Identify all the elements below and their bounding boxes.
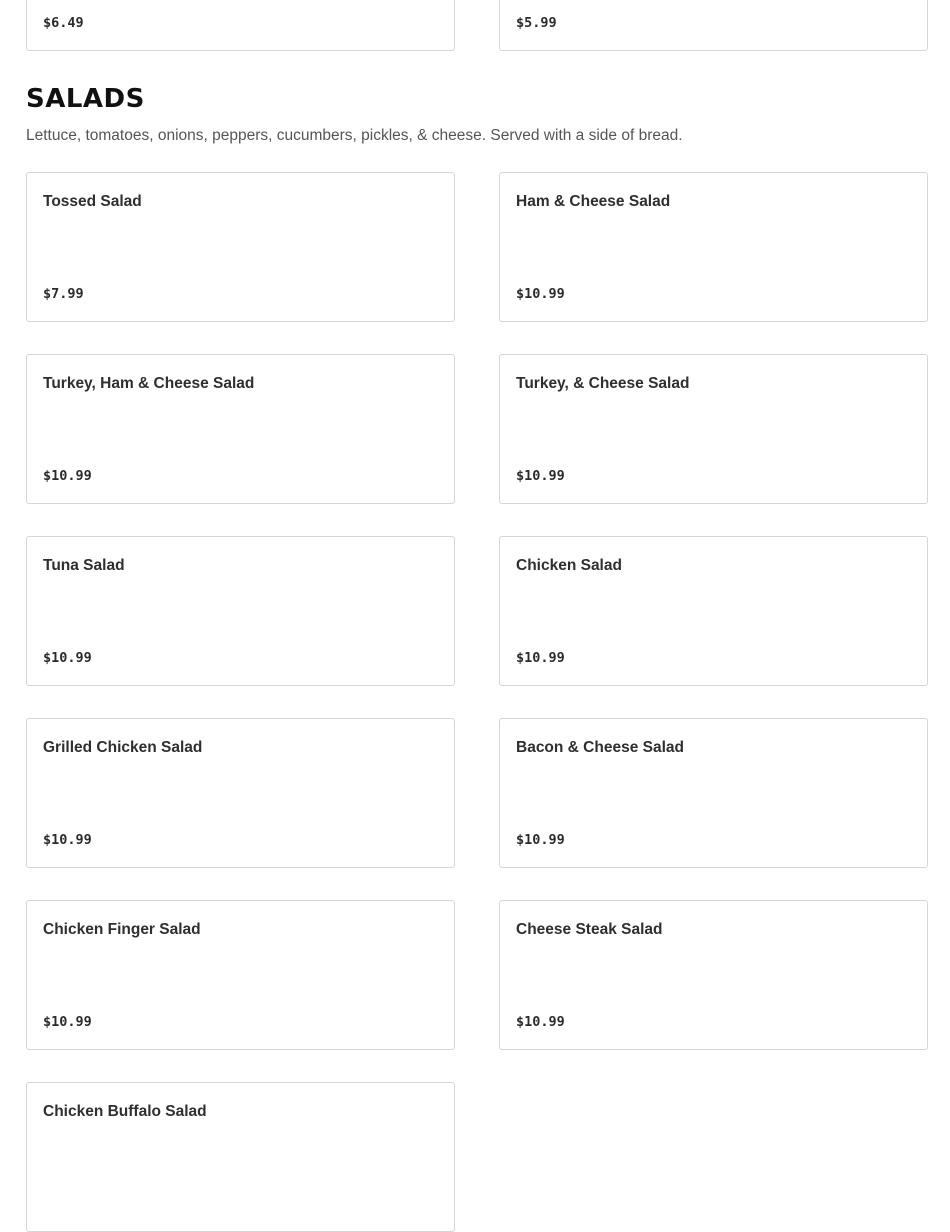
menu-item-card[interactable] xyxy=(499,0,928,51)
menu-item-price: $6.49 xyxy=(43,15,84,31)
section-description: Lettuce, tomatoes, onions, peppers, cucumbers, pickles, & cheese. Served with a side of bread. xyxy=(26,127,683,144)
section-title: SALADS xyxy=(26,84,145,114)
menu-item-price: $10.99 xyxy=(516,1014,565,1030)
menu-item-price: $10.99 xyxy=(43,832,92,848)
menu-item-name: Chicken Salad xyxy=(516,557,622,574)
menu-item-price: $10.99 xyxy=(516,286,565,302)
menu-item-card[interactable] xyxy=(26,172,455,322)
menu-item-price: $7.99 xyxy=(43,286,84,302)
menu-item-price: $5.99 xyxy=(516,15,557,31)
menu-item-price: $10.99 xyxy=(43,1014,92,1030)
menu-item-card[interactable] xyxy=(26,536,455,686)
menu-item-card[interactable] xyxy=(26,900,455,1050)
menu-item-price: $10.99 xyxy=(516,832,565,848)
menu-item-card[interactable] xyxy=(499,900,928,1050)
menu-item-card[interactable] xyxy=(499,536,928,686)
menu-item-name: Chicken Finger Salad xyxy=(43,921,201,938)
menu-item-name: Cheese Steak Salad xyxy=(516,921,663,938)
menu-item-name: Turkey, Ham & Cheese Salad xyxy=(43,375,255,392)
menu-item-card[interactable] xyxy=(26,354,455,504)
menu-item-card[interactable] xyxy=(26,1082,455,1232)
menu-item-name: Chicken Buffalo Salad xyxy=(43,1103,207,1120)
menu-item-name: Ham & Cheese Salad xyxy=(516,193,671,210)
menu-item-price: $10.99 xyxy=(516,468,565,484)
menu-item-name: Turkey, & Cheese Salad xyxy=(516,375,690,392)
menu-item-price: $10.99 xyxy=(516,650,565,666)
menu-item-card[interactable] xyxy=(499,172,928,322)
menu-item-card[interactable] xyxy=(26,0,455,51)
menu-item-name: Grilled Chicken Salad xyxy=(43,739,203,756)
menu-item-name: Tossed Salad xyxy=(43,193,142,210)
menu-item-price: $10.99 xyxy=(43,468,92,484)
menu-item-price: $10.99 xyxy=(43,650,92,666)
menu-item-card[interactable] xyxy=(499,718,928,868)
menu-item-name: Tuna Salad xyxy=(43,557,125,574)
menu-item-card[interactable] xyxy=(26,718,455,868)
menu-item-name: Bacon & Cheese Salad xyxy=(516,739,684,756)
menu-item-card[interactable] xyxy=(499,354,928,504)
